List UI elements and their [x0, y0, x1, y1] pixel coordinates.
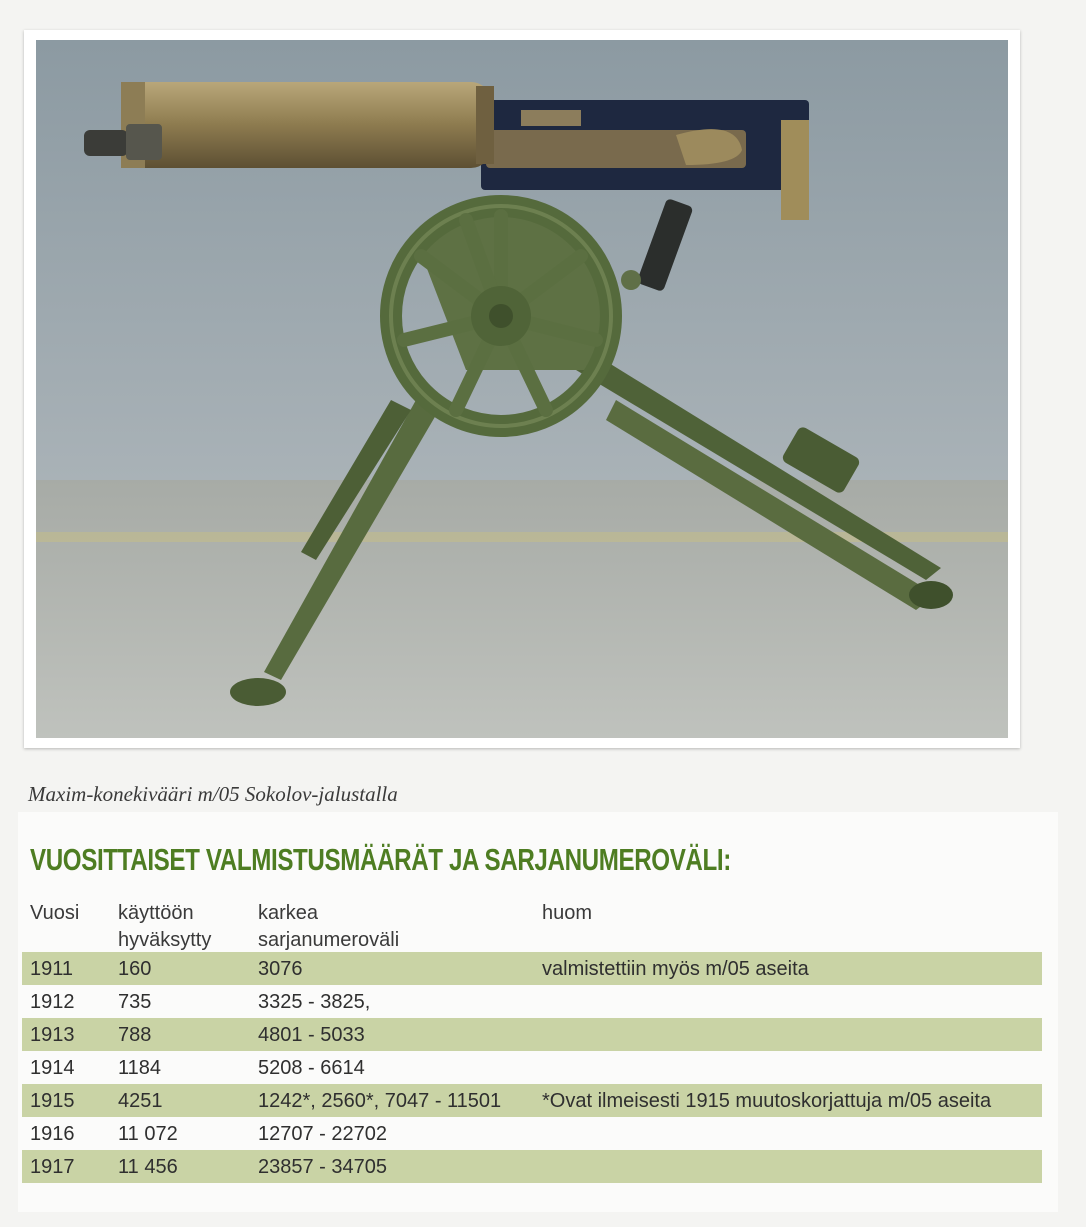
cell-accepted: 11 072	[118, 1123, 178, 1145]
cell-serial: 3325 - 3825,	[258, 991, 371, 1013]
cell-accepted: 160	[118, 958, 152, 980]
table-row	[22, 1150, 1042, 1183]
header-accepted-line2: hyväksytty	[118, 929, 212, 951]
cell-serial: 1242*, 2560*, 7047 - 11501	[258, 1090, 502, 1112]
photo-caption: Maxim-konekivääri m/05 Sokolov-jalustalla	[28, 782, 398, 806]
header-serial-line1: karkea	[258, 902, 319, 924]
table-row	[22, 1051, 1042, 1084]
table-row	[22, 985, 1042, 1018]
cell-serial: 12707 - 22702	[258, 1123, 388, 1145]
header-year: Vuosi	[30, 902, 80, 924]
photo-frame	[24, 30, 1020, 748]
cell-year: 1912	[30, 991, 75, 1013]
table-heading: VUOSITTAISET VALMISTUSMÄÄRÄT JA SARJANUMEROVÄLI:	[30, 842, 731, 877]
header-serial-line2: sarjanumeroväli	[258, 929, 400, 951]
cell-serial: 5208 - 6614	[258, 1057, 365, 1079]
cell-accepted: 788	[118, 1024, 152, 1046]
cell-serial: 3076	[258, 958, 303, 980]
table-row	[22, 1018, 1042, 1051]
cell-year: 1917	[30, 1156, 75, 1178]
cell-note: valmistettiin myös m/05 aseita	[542, 958, 809, 980]
table-row	[22, 1084, 1042, 1117]
cell-year: 1913	[30, 1024, 75, 1046]
maxim-machine-gun-photo	[36, 40, 1008, 738]
cell-accepted: 4251	[118, 1090, 163, 1112]
cell-accepted: 11 456	[118, 1156, 178, 1178]
header-note: huom	[542, 902, 593, 924]
header-accepted-line1: käyttöön	[118, 902, 194, 924]
cell-year: 1916	[30, 1123, 75, 1145]
table-row	[22, 1117, 1042, 1150]
cell-accepted: 1184	[118, 1057, 162, 1079]
cell-serial: 23857 - 34705	[258, 1156, 388, 1178]
cell-accepted: 735	[118, 991, 152, 1013]
cell-year: 1911	[30, 958, 74, 980]
cell-year: 1915	[30, 1090, 75, 1112]
table-row	[22, 952, 1042, 985]
cell-year: 1914	[30, 1057, 75, 1079]
cell-note: *Ovat ilmeisesti 1915 muutoskorjattuja m/05 aseita	[542, 1090, 992, 1112]
cell-serial: 4801 - 5033	[258, 1024, 365, 1046]
